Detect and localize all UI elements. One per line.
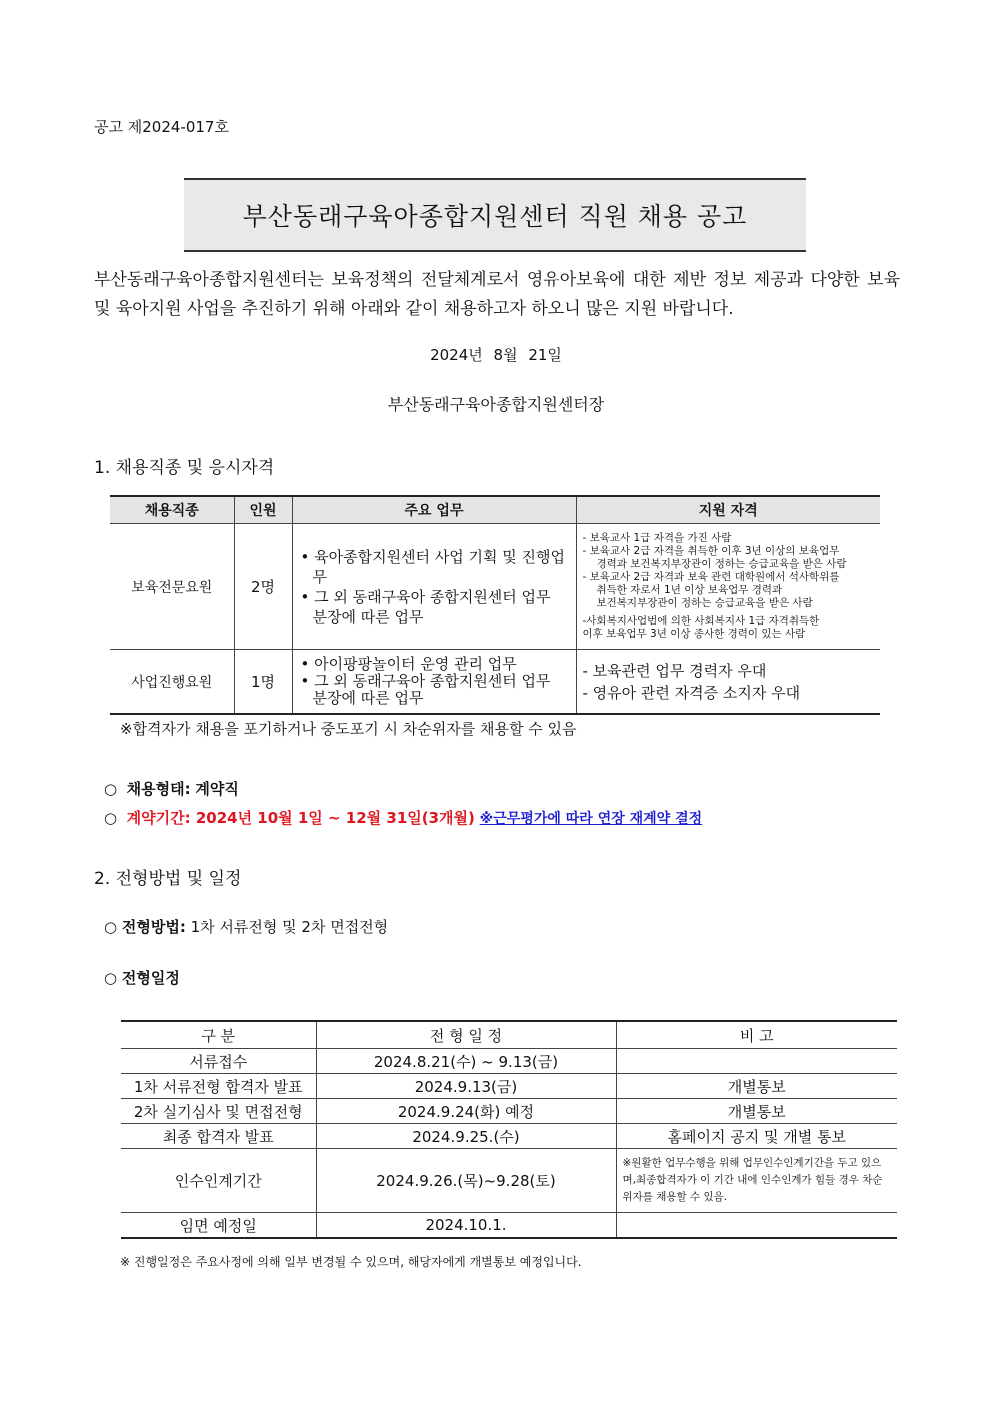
circle-bullet-icon: ○: [104, 809, 118, 827]
notice-date: 2024년 8월 21일: [430, 346, 562, 364]
employment-type-value: 계약직: [195, 780, 239, 798]
duty-item: • 그 외 동래구육아 종합지원센터 업무 분장에 따른 업무: [300, 672, 551, 707]
schedule-date: 2024.9.13(금): [316, 1074, 616, 1099]
contract-period-text: 계약기간: 2024년 10월 1일 ~ 12월 31일(3개월): [126, 809, 475, 827]
table-row: [121, 1074, 897, 1099]
header-job: 채용직종: [110, 496, 234, 524]
job-quals: [576, 650, 880, 715]
duty-item: • 아이팡팡놀이터 운영 관리 업무: [300, 655, 517, 673]
qual-item: - 보육관련 업무 경력자 우대: [582, 661, 767, 680]
schedule-remark: [616, 1213, 897, 1239]
circle-bullet-icon: ○: [104, 969, 118, 987]
schedule-date: 2024.10.1.: [316, 1213, 616, 1239]
employment-type: [104, 778, 239, 799]
schedule-category: 서류접수: [121, 1049, 316, 1074]
duty-item: • 육아종합지원센터 사업 기획 및 진행업무: [300, 547, 566, 586]
schedule-remark: [616, 1049, 897, 1074]
qual-item: -사회복지사업법에 의한 사회복지사 1급 자격취득한: [582, 615, 820, 627]
table-row: [121, 1099, 897, 1124]
qual-item: 취득한 자로서 1년 이상 보육업무 경력과: [596, 584, 783, 596]
contract-period: [104, 807, 702, 828]
table-note: ※합격자가 채용을 포기하거나 중도포기 시 차순위자를 채용할 수 있음: [120, 720, 577, 738]
intro-paragraph: 부산동래구육아종합지원센터는 보육정책의 전달체계로서 영유아보육에 대한 제반 정보 제공과 다양한 보육 및 육아지원 사업을 추진하기 위해 아래와 같이 채용하고자 하오니 많은 지원 바랍니다.: [94, 270, 900, 319]
qual-item: 이후 보육업무 3년 이상 종사한 경력이 있는 사람: [582, 628, 806, 640]
organization-head: 부산동래구육아종합지원센터장: [387, 395, 605, 414]
qual-item: 보건복지부장관이 정하는 승급교육을 받은 사람: [596, 597, 813, 609]
header-schedule: 전 형 일 정: [316, 1021, 616, 1049]
job-duties: [292, 524, 576, 650]
duty-item: • 그 외 동래구육아 종합지원센터 업무 분장에 따른 업무: [300, 587, 551, 626]
section-2-heading: 2. 전형방법 및 일정: [94, 869, 242, 889]
job-name: 보육전문요원: [110, 524, 234, 650]
schedule-category: 최종 합격자 발표: [121, 1124, 316, 1149]
qual-item: - 보육교사 1급 자격을 가진 사람: [582, 532, 732, 544]
table-row: [121, 1049, 897, 1074]
qual-item: 경력과 보건복지부장관이 정하는 승급교육을 받은 사람: [596, 558, 847, 570]
section-1-heading: 1. 채용직종 및 응시자격: [94, 458, 275, 478]
selection-schedule-heading: [104, 967, 180, 988]
schedule-note: ※ 진행일정은 주요사정에 의해 일부 변경될 수 있으며, 해당자에게 개별통보 예정입니다.: [120, 1255, 582, 1269]
schedule-category: 2차 실기심사 및 면접전형: [121, 1099, 316, 1124]
schedule-date: 2024.9.25.(수): [316, 1124, 616, 1149]
page-title: 부산동래구육아종합지원센터 직원 채용 공고: [184, 178, 806, 252]
selection-schedule-label: 전형일정: [121, 969, 180, 987]
job-quals: [576, 524, 880, 650]
job-count: 1명: [234, 650, 292, 715]
selection-method: [104, 916, 388, 937]
header-quals: 지원 자격: [576, 496, 880, 524]
schedule-remark: 개별통보: [616, 1099, 897, 1124]
schedule-category: 1차 서류전형 합격자 발표: [121, 1074, 316, 1099]
schedule-date: 2024.9.24(화) 예정: [316, 1099, 616, 1124]
table-row: [121, 1213, 897, 1239]
table-row: [110, 524, 880, 650]
table-header-row: [121, 1021, 897, 1049]
qual-item: - 보육교사 2급 자격을 취득한 이후 3년 이상의 보육업무: [582, 545, 840, 557]
selection-method-label: 전형방법:: [121, 918, 186, 936]
job-qualification-table: [110, 495, 880, 715]
schedule-remark: 개별통보: [616, 1074, 897, 1099]
table-row: [121, 1124, 897, 1149]
header-remark: 비 고: [616, 1021, 897, 1049]
contract-note: ※근무평가에 따라 연장 재계약 결정: [479, 811, 703, 827]
header-duties: 주요 업무: [292, 496, 576, 524]
selection-method-value: 1차 서류전형 및 2차 면접전형: [190, 918, 389, 936]
schedule-table: [121, 1020, 897, 1239]
table-row: [121, 1149, 897, 1213]
circle-bullet-icon: ○: [104, 918, 118, 936]
notice-number: 공고 제2024-017호: [94, 118, 229, 136]
schedule-remark: 홈페이지 공지 및 개별 통보: [616, 1124, 897, 1149]
circle-bullet-icon: ○: [104, 780, 118, 798]
table-row: [110, 650, 880, 715]
header-category: 구 분: [121, 1021, 316, 1049]
table-header-row: [110, 496, 880, 524]
schedule-category: 임면 예정일: [121, 1213, 316, 1239]
schedule-date: 2024.9.26.(목)~9.28(토): [316, 1149, 616, 1213]
job-name: 사업진행요원: [110, 650, 234, 715]
employment-type-label: 채용형태:: [126, 780, 191, 798]
job-duties: [292, 650, 576, 715]
qual-item: - 보육교사 2급 자격과 보육 관련 대학원에서 석사학위를: [582, 571, 840, 583]
job-count: 2명: [234, 524, 292, 650]
qual-item: - 영유아 관련 자격증 소지자 우대: [582, 683, 801, 702]
schedule-date: 2024.8.21(수) ~ 9.13(금): [316, 1049, 616, 1074]
header-count: 인원: [234, 496, 292, 524]
schedule-category: 인수인계기간: [121, 1149, 316, 1213]
schedule-remark: ※원활한 업무수행을 위해 업무인수인계기간을 두고 있으며,최종합격자가 이 기간 내에 인수인계가 힘들 경우 차순위자를 채용할 수 있음.: [616, 1149, 897, 1213]
